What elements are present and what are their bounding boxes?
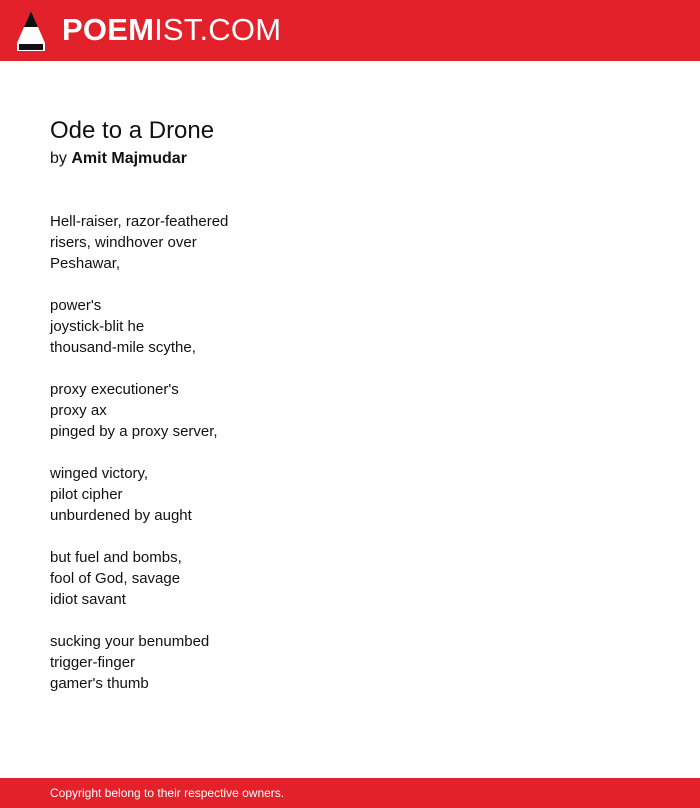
poem-line: winged victory,: [50, 465, 149, 482]
site-logo-link[interactable]: [62, 11, 281, 49]
poem-line: proxy ax: [50, 402, 107, 419]
pencil-tip-icon: [16, 10, 46, 52]
byline: [50, 149, 650, 169]
logo-text-light: IST.COM: [154, 12, 282, 47]
poem-line: thousand-mile scythe,: [50, 339, 196, 356]
stanza: [50, 463, 650, 526]
byline-prefix: by: [50, 150, 67, 167]
poem-line: Hell-raiser, razor-feathered: [50, 213, 229, 230]
poem-line: trigger-finger: [50, 654, 136, 671]
copyright-notice: Copyright belong to their respective owners.: [50, 786, 285, 800]
stanza: [50, 547, 650, 610]
poem-line: pilot cipher: [50, 486, 123, 503]
poem-line: risers, windhover over: [50, 234, 197, 251]
stanza: [50, 379, 650, 442]
poem-line: joystick-blit he: [50, 318, 145, 335]
stanza: [50, 631, 650, 694]
poem-line: fool of God, savage: [50, 570, 181, 587]
logo-text-bold: POEM: [62, 12, 155, 47]
poem-line: power's: [50, 297, 102, 314]
poem-content: [50, 116, 650, 715]
poem-line: proxy executioner's: [50, 381, 179, 398]
poem-body: [50, 211, 650, 694]
stanza: [50, 295, 650, 358]
poem-line: sucking your benumbed: [50, 633, 210, 650]
poem-line: idiot savant: [50, 591, 126, 608]
poem-line: unburdened by aught: [50, 507, 192, 524]
site-header: [0, 0, 700, 61]
poem-line: Peshawar,: [50, 255, 121, 272]
author-name: Amit Majmudar: [71, 150, 187, 167]
poem-line: but fuel and bombs,: [50, 549, 182, 566]
site-footer: [0, 778, 700, 808]
poem-line: pinged by a proxy server,: [50, 423, 218, 440]
poem-line: gamer's thumb: [50, 675, 149, 692]
stanza: [50, 211, 650, 274]
poem-title: Ode to a Drone: [50, 117, 215, 144]
